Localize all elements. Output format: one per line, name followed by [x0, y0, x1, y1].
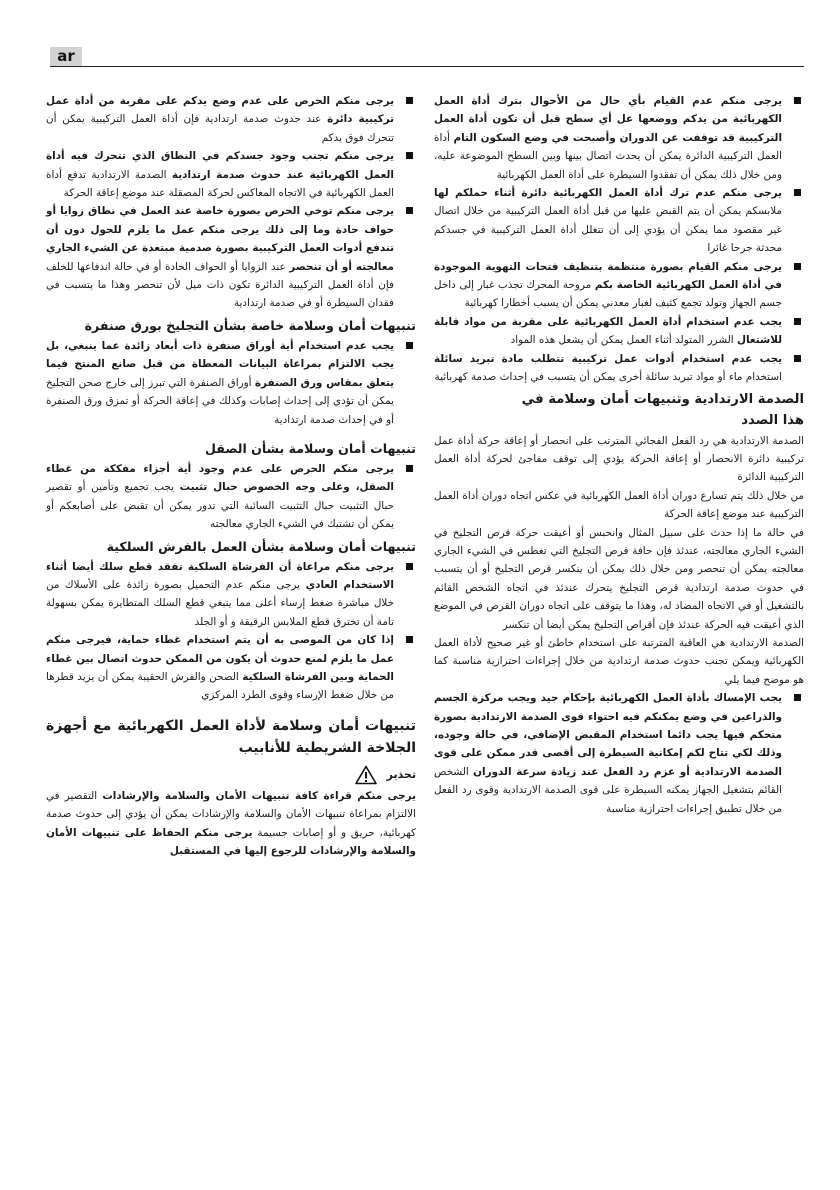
- warning-header: [46, 765, 416, 785]
- language-badge: ar: [50, 47, 82, 66]
- safety-bullet: يرجى منكم عدم ترك أداة العمل الكهربائية دائرة أثناء حملكم لها ملابسكم يمكن أن يتم القبض عليها من قبل أداة العمل التركيبية من خلال اتصال غير مقصود مما يمكن أن يؤدي إلى أن تتغلل أداة العمل التركيبية في جسدكم محدثة جرحا غائرا: [434, 184, 804, 258]
- safety-bullet: يجب عدم استخدام أداة العمل الكهربائية على مقربة من مواد قابلة للاشتعال الشرر المتولد أثناء العمل يمكن أن يشعل هذه المواد: [434, 313, 804, 350]
- safety-bullet: يرجى منكم تجنب وجود جسدكم في النطاق الذي تتحرك فيه أداة العمل الكهربائية عند حدوث صدمة ارتدادية الصدمة الارتدادية تدفع أداة العمل الكهربائية في الاتجاه المعاكس لحركة المصقلة عند موضع إعاقة الحركة: [46, 147, 416, 202]
- right-column: [434, 92, 804, 818]
- paragraph: الصدمة الارتدادية هي رد الفعل الفجائي المترتب على انحصار أو إعاقة حركة أداة عمل تركيبية دائرة الانحصار أو إعاقة الحركة يؤدي إلى توقف مفاجئ لحركة أداة العمل التركيبية الدائرة: [434, 434, 804, 484]
- section-heading-kickback: الصدمة الارتدادية وتنبيهات أمان وسلامة في: [521, 391, 804, 407]
- safety-bullet: يجب الإمساك بأداة العمل الكهربائية بإحكام جيد ويجب مركزة الجسم والذراعين في وضع يمكنكم فيه احتواء قوى الصدمة الارتدادية بصورة متحكم فيها يجب دائما استخدام المقبض الإضافي، في حالة وجوده، وذلك لكي تتاح لكم إمكانية السيطرة إلى أقصى قدر ممكن على قوى الصدمة الارتدادية أو عزم رد الفعل عند زيادة سرعة الدوران الشخص القائم بتشغيل الجهاز يمكنه السيطرة على قوى الصدمة الارتدادية وقوى رد الفعل من خلال تطبيق إجراءات احترازية مناسبة: [434, 689, 804, 818]
- safety-bullet: يرجى منكم عدم القيام بأي حال من الأحوال بترك أداة العمل الكهربائية من يدكم ووضعها عل أي سطح قبل أن تكون أداة العمل التركيبية قد توقفت عن الدوران وأصبحت في وضع السكون التام أداة العمل التركيبية الدائرة يمكن أن يحدث اتصال بينها وبين السطح الموضوعة عليه، ومن خلال ذلك يمكن أن تفقدوا السيطرة على أداة العمل الكهربائية: [434, 92, 804, 184]
- section-heading-kickback-cont: هذا الصدد: [741, 412, 804, 428]
- safety-bullet: يجب عدم استخدام أدوات عمل تركيبية تتطلب مادة تبريد سائلة استخدام ماء أو مواد تبريد سائلة أخرى يمكن أن يتسبب في إحداث صدمة كهربائية: [434, 350, 804, 387]
- safety-bullet: يرجى منكم الحرص على عدم وجود أية أجزاء مفككة من غطاء الصقل، وعلى وجه الخصوص حبال تثبيت يجب تجميع وتأمين أو تقصير حبال التثبيت حبال التثبيت السائبة التي تدور يمكن أن تقبض على أصابعكم أو يمكن أن تشتبك في الشيء الجاري معالجته: [46, 460, 416, 534]
- safety-bullet: يجب عدم استخدام أية أوراق صنفرة ذات أبعاد زائدة عما ينبغي، بل يجب الالتزام بمراعاة البيانات المعطاة من قبل صانع المنتج فيما يتعلق بمقاس ورق الصنفرة أوراق الصنفرة التي تبرز إلى خارج صحن التجليخ يمكن أن تؤدي إلى إحداث إصابات وكذلك في إعاقة الحركة أو تمزق ورق الصنفرة أو في إحداث صدمة ارتدادية: [46, 337, 416, 429]
- warning-triangle-icon: [355, 765, 377, 785]
- paragraph: من خلال ذلك يتم تسارع دوران أداة العمل الكهربائية في عكس اتجاه دوران أداة العمل التركيبية عند موضع إعاقة الحركة: [434, 489, 804, 521]
- paragraph: الصدمة الارتدادية هي العاقبة المترتبة على استخدام خاطئ أو غير صحيح لأداة العمل الكهربائية ويمكن تجنب حدوث صدمة ارتدادية من خلال إجراءات احترازية مناسبة كما هو موضح فيما يلي: [434, 636, 804, 686]
- safety-bullet: يرجى منكم مراعاة أن الفرشاة السلكية تفقد قطع سلك أيضا أثناء الاستخدام العادي يرجى منكم عدم التحميل بصورة زائدة على الأسلاك من خلال مباشرة ضغط إرساء أعلى مما ينبغي قطع السلك المتطايرة يمكن بسهولة تامة أن تخترق قطع الملابس الرقيقة و أو الجلد: [46, 558, 416, 632]
- paragraph: في حالة ما إذا حدث على سبيل المثال وانحبس أو أعيقت حركة قرص التجليخ في الشيء الجاري معالجته، عندئذ فإن حافة قرص التجليخ التي تغطس في الشيء الجاري معالجته يمكن أن تنحصر ومن خلال ذلك يمكن أن ينكسر قرص التجليخ أو أن يتسبب في حدوث صدمة ارتدادية قرص التجليخ يتحرك عندئذ في اتجاه الشخص القائم بالتشغيل أو في الاتجاه المضاد له، وهذا ما يتوقف على اتجاه دوران القرص في الموضع الذي أعيقت فيه الحركة عندئذ فإن أقراص التجليخ يمكن أيضا أن تنكسر: [434, 526, 804, 631]
- warning-text: يرجى منكم قراءة كافة تنبيهات الأمان والسلامة والإرشادات التقصير في الالتزام بمراعاة تنبيهات الأمان والسلامة والإرشادات يمكن أن يؤدي إلى حدوث صدمة كهربائية، حريق و أو إصابات جسيمة يرجى منكم الحفاظ على تنبيهات الأمان والسلامة والإرشادات للرجوع إليها في المستقبل: [46, 789, 416, 857]
- safety-bullet: يرجى منكم القيام بصورة منتظمة بتنظيف فتحات التهوية الموجودة في أداة العمل الكهربائية الخاصة بكم مروحة المحرك تجذب غبار إلى داخل جسم الجهاز وتولد تجمع كثيف لغبار معدني يمكن أن يسبب أخطارا كهربائية: [434, 258, 804, 313]
- warning-label: تحذير: [386, 767, 416, 781]
- left-column: [46, 92, 416, 860]
- section-heading-polishing: تنبيهات أمان وسلامة بشأن الصقل: [205, 440, 416, 456]
- header-divider: [50, 66, 804, 67]
- safety-bullet: يرجى منكم توخي الحرص بصورة خاصة عند العمل في نطاق زوايا أو حواف حادة وما إلى ذلك يرجى منكم عمل ما يلزم للحول دون أن تندفع أدوات العمل التركيبية بصورة صدمية مبتعدة عن الشيء الجاري معالجته أو أن تنحصر عند الزوايا أو الحواف الحادة أو في حالة اندفاعها للخلف فإن أداة العمل التركيبية الدائرة تكون ذات ميل لأن تنحصر وهذا ما يتسبب في فقدان السيطرة أو في صدمة ارتدادية: [46, 202, 416, 312]
- safety-bullet: إذا كان من الموصى به أن يتم استخدام غطاء حماية، فيرجى منكم عمل ما يلزم لمنع حدوث أن يكون من الممكن حدوث اتصال بين غطاء الحماية وبين الفرشاة السلكية الصحن والفرش الحقيبة يمكن أن يزيد قطرها من خلال ضغط الإرساء وقوى الطرد المركزي: [46, 631, 416, 705]
- safety-bullet: يرجى منكم الحرص على عدم وضع يدكم على مقربة من أداة عمل تركيبية دائرة عند حدوث صدمة ارتدادية فإن أداة العمل التركيبية يمكن أن تتحرك فوق يدكم: [46, 92, 416, 147]
- section-heading-wire-brushes: تنبيهات أمان وسلامة بشأن العمل بالفرش السلكية: [106, 538, 416, 554]
- section-heading-pipe-belt-sanders: تنبيهات أمان وسلامة لأداة العمل الكهربائية مع أجهزة الجلاخة الشريطية للأنابيب: [46, 717, 416, 756]
- section-heading-sanding: تنبيهات أمان وسلامة خاصة بشأن التجليخ بورق صنفرة: [84, 317, 416, 333]
